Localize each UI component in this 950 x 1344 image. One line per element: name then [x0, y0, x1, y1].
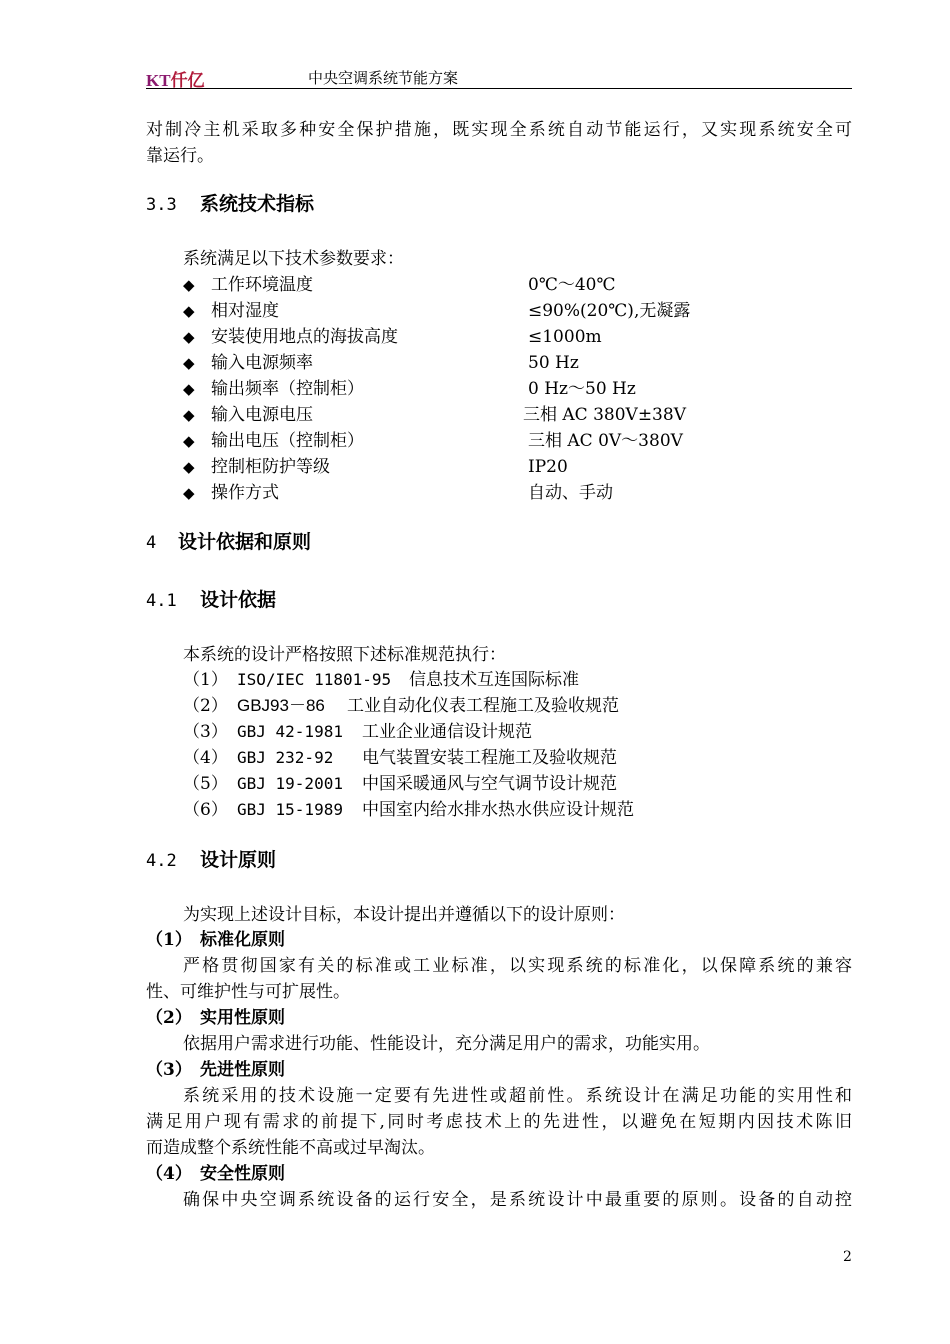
bullet-icon: ◆: [183, 302, 195, 320]
bullet-icon: ◆: [183, 432, 195, 450]
spec-name: 输入电源电压: [211, 405, 313, 425]
section-title: 系统技术指标: [200, 193, 315, 215]
logo-cn: 仟亿: [170, 71, 205, 90]
spec-name: 工作环境温度: [211, 275, 313, 295]
standard-code: GBJ 19-2001: [237, 774, 343, 793]
bullet-icon: ◆: [183, 406, 195, 424]
bullet-icon: ◆: [183, 484, 195, 502]
spec-name: 输出频率（控制柜）: [211, 379, 364, 399]
spec-name: 安装使用地点的海拔高度: [211, 327, 398, 347]
bullet-icon: ◆: [183, 328, 195, 346]
spec-name: 操作方式: [211, 483, 279, 503]
principle-title: 实用性原则: [200, 1008, 285, 1028]
standard-item: [183, 667, 579, 693]
section-number: 3.3: [146, 195, 177, 215]
standard-index: （2）: [183, 696, 228, 716]
spec-value: ≤90%(20℃),无凝露: [528, 301, 691, 321]
principle-text-line: 而造成整个系统性能不高或过早淘汰。: [146, 1138, 435, 1158]
spec-value: IP20: [528, 457, 568, 477]
document-title: 中央空调系统节能方案: [308, 69, 459, 87]
spec-value: 0℃～40℃: [528, 275, 616, 295]
spec-value: ≤1000m: [528, 327, 602, 347]
standard-item: [183, 797, 634, 823]
standard-code: GBJ93－86: [237, 696, 325, 715]
principle-text-line: 性、可维护性与可扩展性。: [146, 982, 350, 1002]
spec-name: 相对湿度: [211, 301, 279, 321]
spec-value: 0 Hz～50 Hz: [528, 379, 636, 399]
standard-title: 信息技术互连国际标准: [409, 670, 579, 690]
principle-text-line: 确保中央空调系统设备的运行安全，是系统设计中最重要的原则。设备的自动控: [183, 1190, 852, 1210]
standard-index: （5）: [183, 774, 228, 794]
principles-lead: 为实现上述设计目标，本设计提出并遵循以下的设计原则：: [183, 905, 625, 925]
principle-index: （3）: [146, 1060, 192, 1080]
standard-code: GBJ 232-92: [237, 748, 334, 767]
standard-code: GBJ 15-1989: [237, 800, 343, 819]
section-title: 设计依据: [200, 589, 277, 611]
principle-text-line: 系统采用的技术设施一定要有先进性或超前性。系统设计在满足功能的实用性和: [183, 1086, 852, 1106]
section-4-2-heading: [146, 845, 276, 872]
standard-index: （4）: [183, 748, 228, 768]
principle-index: （1）: [146, 930, 192, 950]
principle-index: （2）: [146, 1008, 192, 1028]
principle-index: （4）: [146, 1164, 192, 1184]
principle-heading: [146, 1161, 285, 1187]
principle-text-line: 满足用户现有需求的前提下,同时考虑技术上的先进性，以避免在短期内因技术陈旧: [146, 1112, 852, 1132]
logo-latin: KT: [146, 71, 171, 90]
bullet-icon: ◆: [183, 276, 195, 294]
principle-text-line: 严格贯彻国家有关的标准或工业标准，以实现系统的标准化，以保障系统的兼容: [183, 956, 852, 976]
principle-heading: [146, 1005, 285, 1031]
standard-item: [183, 693, 619, 719]
spec-lead: 系统满足以下技术参数要求：: [183, 249, 404, 269]
standards-lead: 本系统的设计严格按照下述标准规范执行：: [183, 645, 506, 665]
principle-title: 标准化原则: [200, 930, 285, 950]
spec-value: 三相 AC 0V～380V: [528, 431, 683, 451]
section-title: 设计原则: [200, 849, 277, 871]
intro-line-1: 对制冷主机采取多种安全保护措施，既实现全系统自动节能运行，又实现系统安全可: [146, 120, 852, 140]
page-number: 2: [843, 1249, 852, 1265]
spec-name: 控制柜防护等级: [211, 457, 330, 477]
principle-heading: [146, 927, 285, 953]
section-number: 4.2: [146, 851, 177, 871]
standard-title: 中国采暖通风与空气调节设计规范: [362, 774, 617, 794]
intro-line-2: 靠运行。: [146, 146, 214, 166]
standard-index: （6）: [183, 800, 228, 820]
spec-name: 输入电源频率: [211, 353, 313, 373]
company-logo: [146, 66, 205, 91]
standard-item: [183, 745, 617, 771]
bullet-icon: ◆: [183, 380, 195, 398]
section-number: 4.1: [146, 591, 177, 611]
bullet-icon: ◆: [183, 458, 195, 476]
principle-title: 先进性原则: [200, 1060, 285, 1080]
standard-title: 工业自动化仪表工程施工及验收规范: [347, 696, 619, 716]
principle-text-line: 依据用户需求进行功能、性能设计，充分满足用户的需求，功能实用。: [183, 1034, 710, 1054]
standard-code: ISO/IEC 11801-95: [237, 670, 392, 689]
spec-value: 自动、手动: [528, 483, 613, 503]
standard-item: [183, 771, 617, 797]
standard-title: 工业企业通信设计规范: [362, 722, 532, 742]
bullet-icon: ◆: [183, 354, 195, 372]
spec-value: 三相 AC 380V±38V: [523, 405, 686, 425]
spec-value: 50 Hz: [528, 353, 579, 373]
section-4-1-heading: [146, 585, 276, 612]
standard-item: [183, 719, 532, 745]
section-4-heading: [146, 527, 311, 554]
standard-index: （3）: [183, 722, 228, 742]
section-3-3-heading: [146, 189, 314, 216]
section-number: 4: [146, 533, 157, 553]
spec-name: 输出电压（控制柜）: [211, 431, 364, 451]
principle-heading: [146, 1057, 285, 1083]
principle-title: 安全性原则: [200, 1164, 285, 1184]
standard-title: 电气装置安装工程施工及验收规范: [362, 748, 617, 768]
section-title: 设计依据和原则: [178, 531, 312, 553]
standard-code: GBJ 42-1981: [237, 722, 343, 741]
standard-index: （1）: [183, 670, 228, 690]
page-header: [146, 66, 852, 89]
standard-title: 中国室内给水排水热水供应设计规范: [362, 800, 634, 820]
